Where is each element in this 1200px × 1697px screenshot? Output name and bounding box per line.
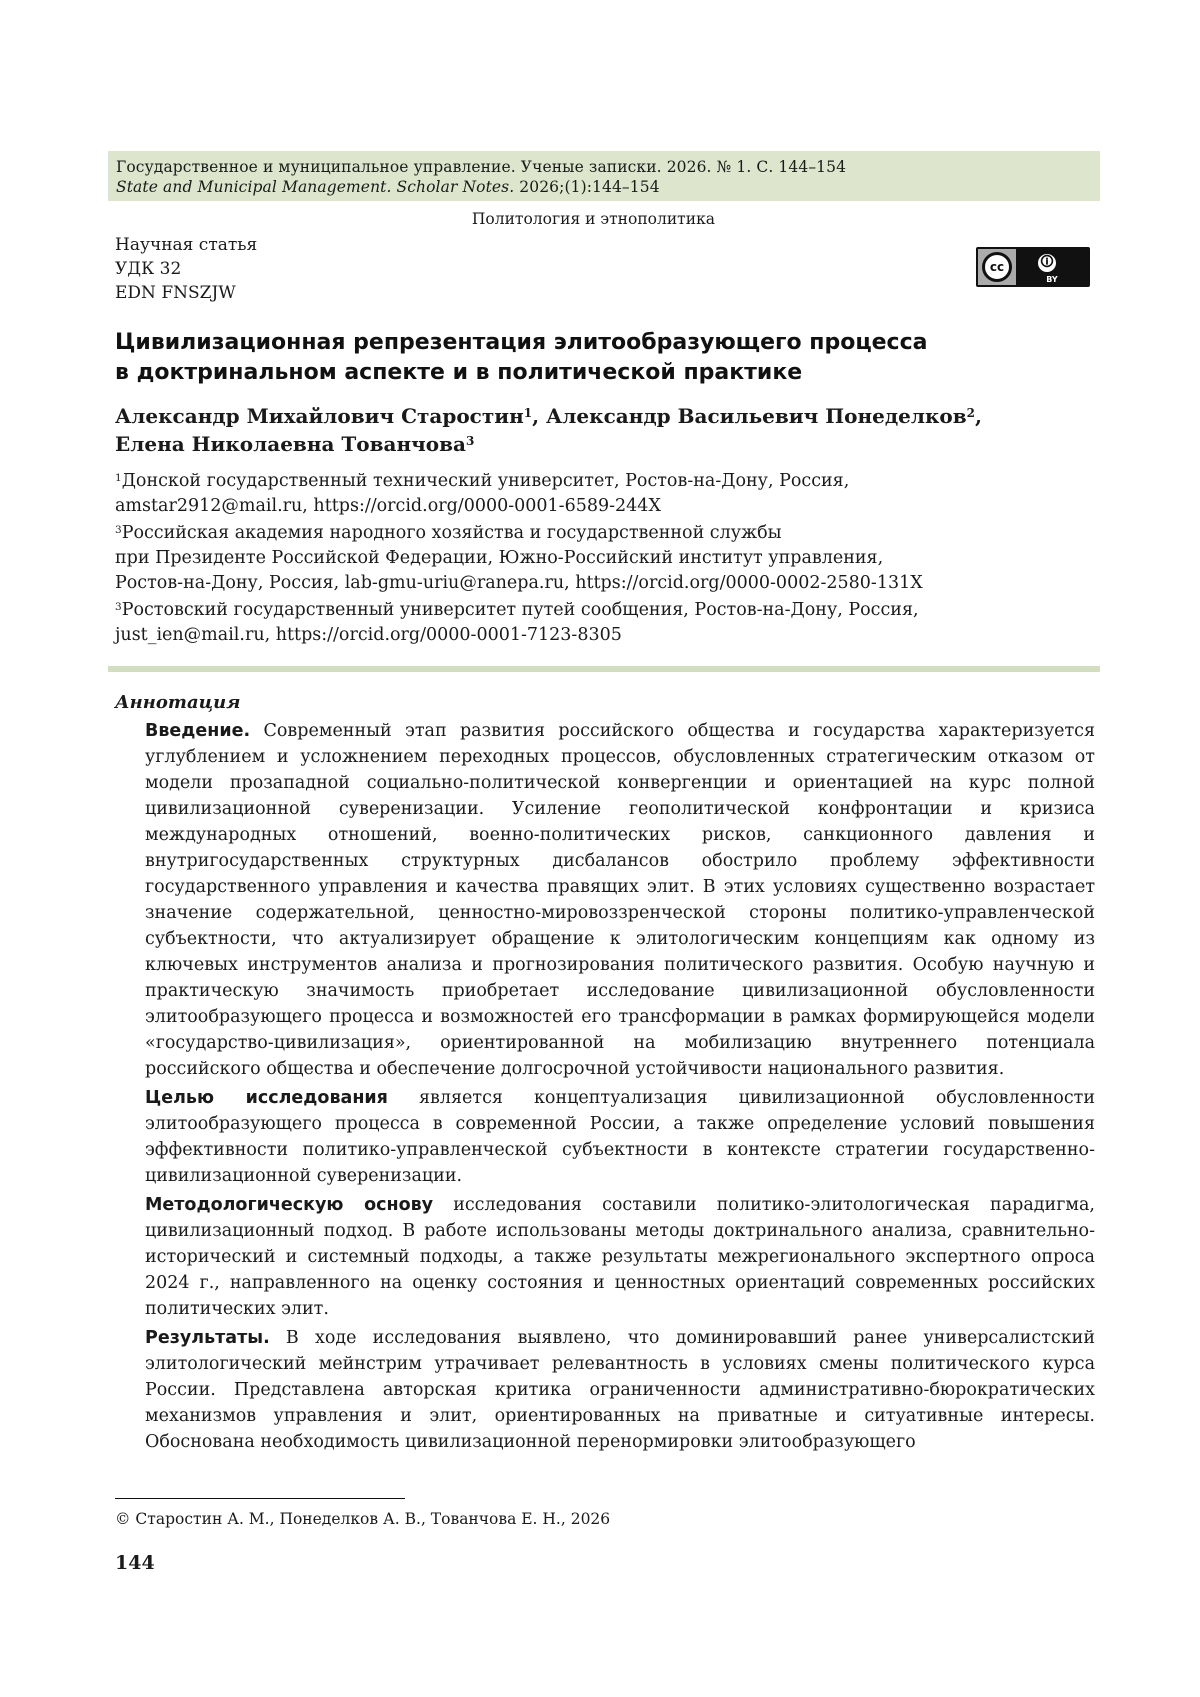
abstract-body (145, 718, 1095, 1458)
by-label: BY (1046, 275, 1058, 284)
affiliation-sup: 3 (115, 523, 122, 536)
copyright: © Старостин А. М., Понеделков А. В., Тованчова Е. Н., 2026 (115, 1510, 611, 1528)
author-separator: , (975, 404, 982, 428)
article-meta (115, 233, 257, 305)
abstract-label: Методологическую основу (145, 1195, 434, 1215)
edn: EDN FNSZJW (115, 283, 236, 303)
author-2: Александр Васильевич Понеделков (546, 404, 967, 428)
affiliation-text: Ростовский государственный университет путей сообщения, Ростов-на-Дону, Россия, (121, 600, 919, 620)
author-3: Елена Николаевна Тованчова (115, 432, 466, 456)
title-line-2: в доктринальном аспекте и в политической практике (115, 360, 803, 385)
abstract-label: Целью исследования (145, 1088, 388, 1108)
abstract-label: Введение. (145, 721, 251, 741)
affiliation-contact: just_ien@mail.ru, https://orcid.org/0000-0001-7123-8305 (115, 625, 622, 645)
affiliation-contact: amstar2912@mail.ru, https://orcid.org/0000-0001-6589-244X (115, 496, 661, 516)
cc-by-license-badge[interactable] (976, 247, 1090, 287)
page-number: 144 (115, 1552, 155, 1574)
author-2-sup: 2 (966, 406, 976, 420)
section-name: Политология и этнополитика (471, 210, 715, 228)
journal-ref-ru: Государственное и муниципальное управление. Ученые записки. 2026. № 1. С. 144–154 (116, 158, 847, 176)
affiliation-contact: Ростов-на-Дону, Россия, lab-gmu-uriu@ranepa.ru, https://orcid.org/0000-0002-2580-131X (115, 573, 923, 593)
article-title (115, 328, 1015, 388)
authors-line-1 (115, 402, 1075, 430)
journal-header (108, 151, 1100, 201)
abstract-text: Современный этап развития российского общества и государства характеризуется углублением и усложнением переходных процессов, обусловленных стратегическим отказом от модели прозападной социально-политической конвергенции и ориентацией на курс полной цивилизационной суверенизации. Усиление геополитической конфронтации и кризиса международных отношений, военно-политических рисков, санкционного давления и внутригосударственных структурных дисбалансов обострило проблему эффективности государственного управления и качества правящих элит. В этих условиях существенно возрастает значение содержательной, ценностно-мировоззренческой стороны политико-управленческой субъектности, что актуализирует обращение к элитологическим концепциям как одному из ключевых инструментов анализа и прогнозирования политического развития. Особую научную и практическую значимость приобретает исследование цивилизационной обусловленности элитообразующего процесса и возможностей его трансформации в рамках формирующейся модели «государство-цивилизация», ориентированной на мобилизацию внутреннего потенциала российского общества и обеспечение долгосрочной устойчивости национального развития. (145, 721, 1095, 1079)
journal-issue-en: 2026;(1):144–154 (514, 178, 660, 196)
author-3-sup: 3 (465, 434, 475, 448)
journal-name-en: State and Municipal Management. Scholar Notes. (116, 178, 515, 196)
journal-ref-en (116, 177, 1092, 197)
person-icon: 🛈 (1036, 252, 1058, 274)
author-1: Александр Михайлович Старостин (115, 404, 524, 428)
affiliation-2 (115, 521, 1100, 596)
affiliation-1 (115, 469, 1100, 519)
authors-line-2 (115, 430, 1075, 458)
affiliation-sup: 3 (115, 600, 122, 613)
affiliation-3 (115, 598, 1100, 648)
abstract-text: исследования составили политико-элитологическая парадигма, цивилизационный подход. В работе использованы методы доктринального анализа, сравнительно-исторический и системный подходы, а также результаты межрегионального экспертного опроса 2024 г., направленного на оценку состояния и ценностных ориентаций современных российских политических элит. (145, 1195, 1095, 1319)
title-line-1: Цивилизационная репрезентация элитообразующего процесса (115, 330, 928, 355)
affiliation-text: при Президенте Российской Федерации, Южно-Российский институт управления, (115, 548, 884, 568)
article-type: Научная статья (115, 235, 258, 255)
abstract-paragraph (145, 1325, 1095, 1455)
abstract-paragraph (145, 1085, 1095, 1189)
affiliation-text: Российская академия народного хозяйства и государственной службы (121, 523, 782, 543)
divider (108, 666, 1100, 672)
authors (115, 402, 1075, 458)
abstract-paragraph (145, 718, 1095, 1082)
abstract-heading: Аннотация (115, 692, 241, 713)
affiliation-text: Донской государственный технический университет, Ростов-на-Дону, Россия, (121, 471, 850, 491)
abstract-label: Результаты. (145, 1328, 270, 1348)
abstract-text: является концептуализация цивилизационной обусловленности элитообразующего процесса в современной России, а также определение условий повышения эффективности политико-управленческой субъектности в контексте стратегии государственно-цивилизационной суверенизации. (145, 1088, 1095, 1186)
cc-icon: cc (982, 252, 1012, 282)
affiliation-sup: 1 (115, 471, 122, 484)
udk: УДК 32 (115, 259, 182, 279)
author-1-sup: 1 (523, 406, 533, 420)
footnote-rule (115, 1498, 405, 1499)
abstract-paragraph (145, 1192, 1095, 1322)
author-separator: , (532, 404, 547, 428)
abstract-text: В ходе исследования выявлено, что доминировавший ранее универсалистский элитологический мейнстрим утрачивает релевантность в условиях смены политического курса России. Представлена авторская критика ограниченности административно-бюрократических механизмов управления и элит, ориентированных на приватные и ситуативные интересы. Обоснована необходимость цивилизационной перенормировки элитообразующего (145, 1328, 1095, 1452)
